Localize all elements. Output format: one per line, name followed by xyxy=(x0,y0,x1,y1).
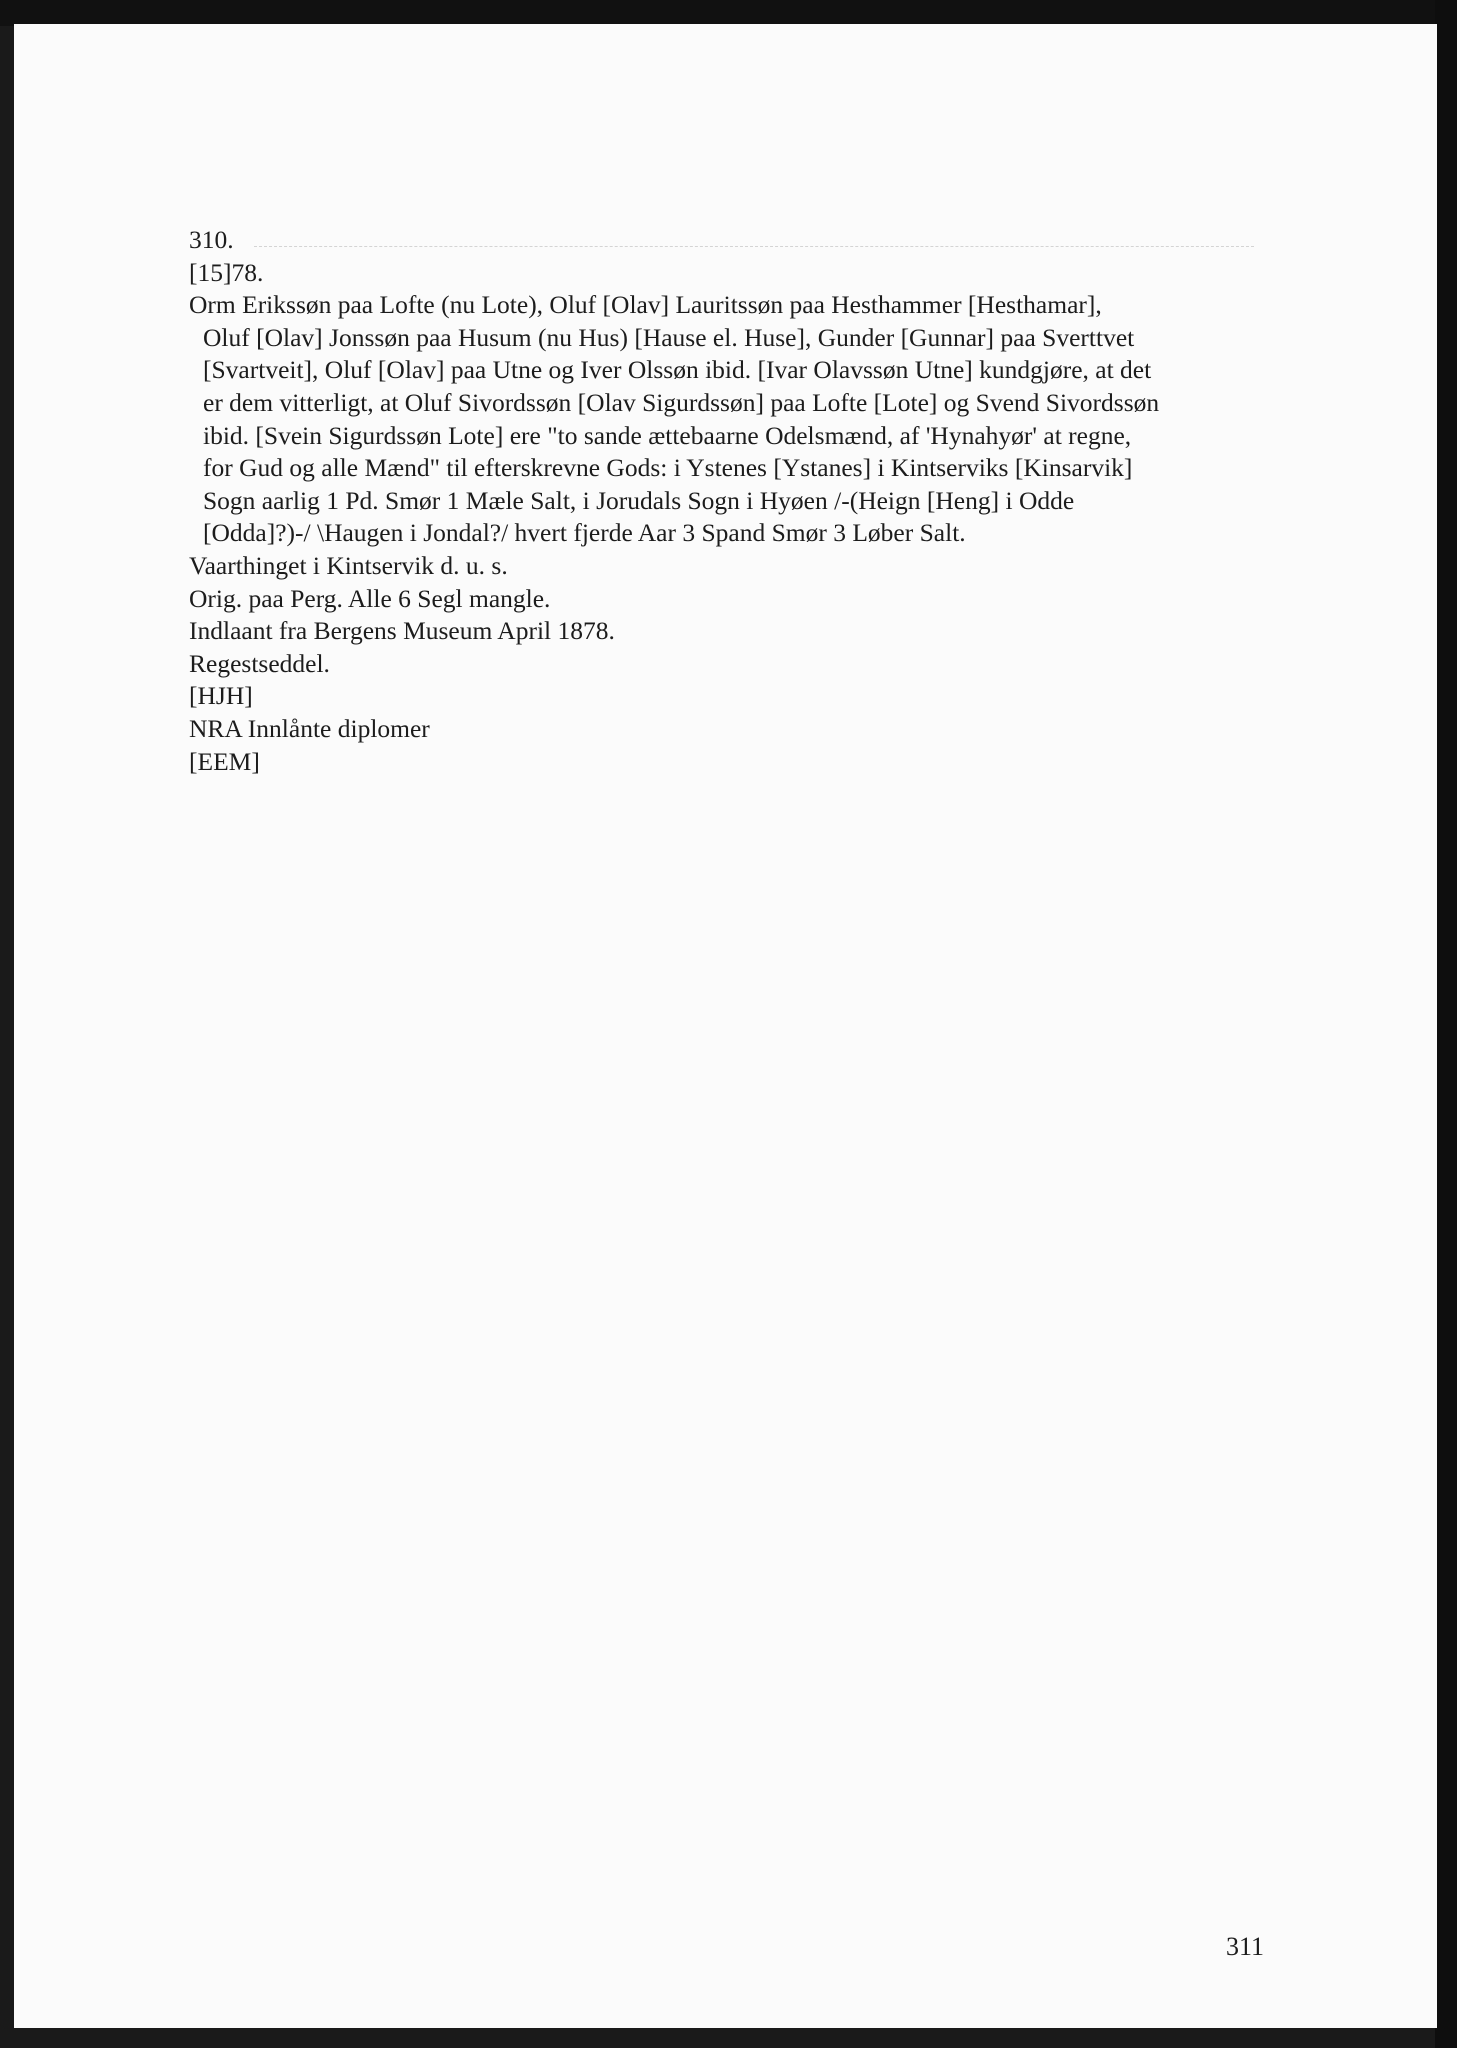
loan-note: Indlaant fra Bergens Museum April 1878. xyxy=(189,616,615,646)
body-line: Oluf [Olav] Jonssøn paa Husum (nu Hus) [Hause el. Huse], Gunder [Gunnar] paa Sverttvet xyxy=(203,322,1135,352)
place-date: Vaarthinget i Kintservik d. u. s. xyxy=(189,550,508,580)
body-line: [Svartveit], Oluf [Olav] paa Utne og Iver Olssøn ibid. [Ivar Olavssøn Utne] kundgjøre, at det xyxy=(203,355,1152,385)
body-line: er dem vitterligt, at Oluf Sivordssøn [Olav Sigurdssøn] paa Lofte [Lote] og Svend Sivordssøn xyxy=(203,387,1160,417)
original-note: Orig. paa Perg. Alle 6 Segl mangle. xyxy=(189,583,551,613)
scan-border-right xyxy=(1435,0,1457,2048)
archive-note: NRA Innlånte diplomer xyxy=(189,713,430,743)
body-line: [Odda]?)-/ \Haugen i Jondal?/ hvert fjerde Aar 3 Spand Smør 3 Løber Salt. xyxy=(203,518,966,548)
entry-year: [15]78. xyxy=(189,257,264,287)
body-line: Orm Erikssøn paa Lofte (nu Lote), Oluf [Olav] Lauritssøn paa Hesthammer [Hesthamar], xyxy=(189,290,1102,320)
initials-eem: [EEM] xyxy=(189,746,260,776)
body-line: ibid. [Svein Sigurdssøn Lote] ere "to sande ættebaarne Odelsmænd, af 'Hynahyør' at regne, xyxy=(203,420,1132,450)
initials-hjh: [HJH] xyxy=(189,681,253,711)
entry-number: 310. xyxy=(189,225,234,254)
body-line: Sogn aarlig 1 Pd. Smør 1 Mæle Salt, i Jorudals Sogn i Hyøen /-(Heign [Heng] i Odde xyxy=(203,485,1075,515)
register-note: Regestseddel. xyxy=(189,648,330,678)
scan-border-top xyxy=(0,0,1457,26)
document-text xyxy=(189,224,1309,778)
document-page xyxy=(14,24,1437,2028)
body-line: for Gud og alle Mænd" til efterskrevne Gods: i Ystenes [Ystanes] i Kintserviks [Kinsarvik] xyxy=(203,453,1133,483)
page-number: 311 xyxy=(1226,1932,1265,1961)
